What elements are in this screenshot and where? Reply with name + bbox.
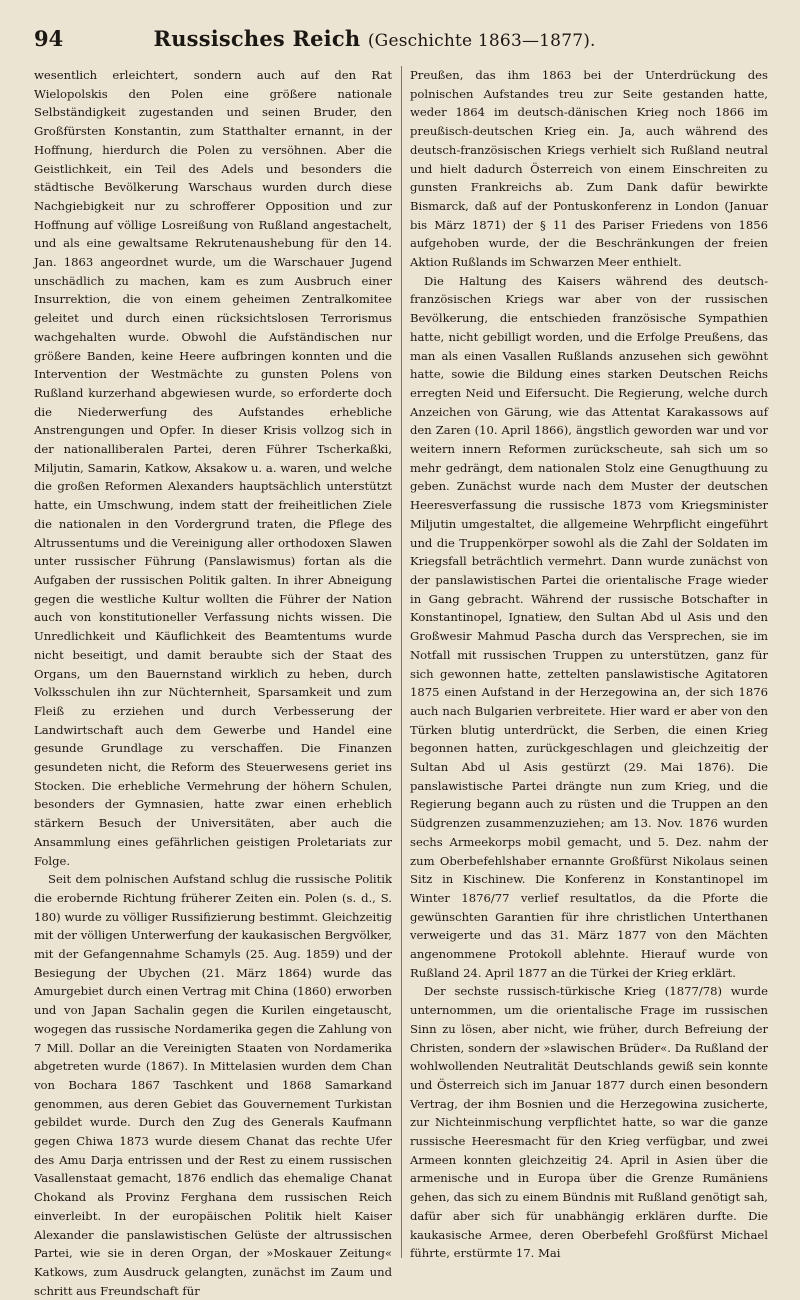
running-head-subtitle: (Geschichte 1863—1877).: [367, 31, 596, 51]
paragraph: Die Haltung des Kaisers während des deutsch-französischen Kriegs war aber von der russischen Bevölkerung, die entschieden französische Sympathien hatte, nicht gebilligt worden, und die Erfolge Preußens, das man als einen Vasallen Rußlands anzusehen sich gewöhnt hatte, sowie die Bildung eines starken Deutschen Reichs erregten Neid und Eifersucht. Die Regierung, welche durch Anzeichen von Gärung, wie das Attentat Karakassows auf den Zaren (10. April 1866), ängstlich geworden war und vor weitern innern Reformen zurückscheute, sah sich um so mehr gedrängt, dem nationalen Stolz eine Genugthuung zu geben. Zunächst wurde nach dem Muster der deutschen Heeresverfassung die russische 1873 vom Kriegsminister Miljutin umgestaltet, die allgemeine Wehrpflicht eingeführt und die Truppenkörper sowohl als die Zahl der Soldaten im Kriegsfall beträchtlich vermehrt. Dann wurde zunächst von der panslawistischen Partei die orientalische Frage wieder in Gang gebracht. Während der russische Botschafter in Konstantinopel, Ignatiew, den Sultan Abd ul Asis und den Großwesir Mahmud Pascha durch das Versprechen, sie im Notfall mit russischen Truppen zu unterstützen, ganz für sich gewonnen hatte, zettelten panslawistische Agitatoren 1875 einen Aufstand in der Herzegowina an, der sich 1876 auch nach Bulgarien verbreitete. Hier ward er aber von den Türken blutig unterdrückt, die Serben, die einen Krieg begonnen hatten, zurückgeschlagen und gleichzeitig der Sultan Abd ul Asis gestürzt (29. Mai 1876). Die panslawistische Partei drängte nun zum Krieg, und die Regierung begann auch zu rüsten und die Truppen an den Südgrenzen zusammenzuziehen; am 13. Nov. 1876 wurden sechs Armeekorps mobil gemacht, und 5. Dez. nahm der zum Oberbefehlshaber ernannte Großfürst Nikolaus seinen Sitz in Kischinew. Die Konferenz in Konstantinopel im Winter 1876/77 verlief resultatlos, da die Pforte die gewünschten Garantien für ihre christlichen Unterthanen verweigerte und das 31. März 1877 von den Mächten angenommene Protokoll ablehnte. Hierauf wurde von Rußland 24. April 1877 an die Türkei der Krieg erklärt.: [410, 273, 768, 980]
running-head-title: Russisches Reich: [153, 26, 361, 51]
left-column: [34, 66, 392, 1298]
page-header: [34, 26, 766, 60]
paragraph: Der sechste russisch-türkische Krieg (1877/78) wurde unternommen, um die orientalische Frage im russischen Sinn zu lösen, aber nicht, wie früher, durch Befreiung der Christen, sondern der »slawischen Brüder«. Da Rußland der wohlwollenden Neutralität Deutschlands gewiß sein konnte und Österreich sich im Januar 1877 durch einen besondern Vertrag, der ihm Bosnien und die Herzegowina zusicherte, zur Nichteinmischung verpflichtet hatte, so war die ganze russische Heeresmacht für den Krieg verfügbar, und zwei Armeen konnten gleichzeitig 24. April in Asien über die armenische und in Europa über die Grenze Rumäniens gehen, das sich zu einem Bündnis mit Rußland genötigt sah, dafür aber sich für unabhängig erklären durfte. Die kaukasische Armee, deren Oberbefehl Großfürst Michael führte, erstürmte 17. Mai: [410, 984, 768, 1261]
running-head: [63, 26, 766, 51]
paragraph: Preußen, das ihm 1863 bei der Unterdrückung des polnischen Aufstandes treu zur Seite gestanden hatte, weder 1864 im deutsch-dänischen Krieg noch 1866 im preußisch-deutschen Krieg ein. Ja, auch während des deutsch-französischen Kriegs verhielt sich Rußland neutral und hielt dadurch Österreich von einem Einschreiten zu gunsten Frankreichs ab. Zum Dank dafür bewirkte Bismarck, daß auf der Pontuskonferenz in London (Januar bis März 1871) der § 11 des Pariser Friedens von 1856 aufgehoben wurde, der die Beschränkungen der freien Aktion Rußlands im Schwarzen Meer enthielt.: [410, 68, 768, 270]
right-column: [410, 66, 768, 1261]
page-number: 94: [34, 26, 64, 51]
paragraph: Seit dem polnischen Aufstand schlug die russische Politik die erobernde Richtung früherer Zeiten ein. Polen (s. d., S. 180) wurde zu völliger Russifizierung bestimmt. Gleichzeitig mit der völligen Unterwerfung der kaukasischen Bergvölker, mit der Gefangennahme Schamyls (25. Aug. 1859) und der Besiegung der Ubychen (21. März 1864) wurde das Amurgebiet durch einen Vertrag mit China (1860) erworben und von Japan Sachalin gegen die Kurilen eingetauscht, wogegen das russische Nordamerika gegen die Zahlung von 7 Mill. Dollar an die Vereinigten Staaten von Nordamerika abgetreten wurde (1867). In Mittelasien wurden dem Chan von Bochara 1867 Taschkent und 1868 Samarkand genommen, aus deren Gebiet das Gouvernement Turkistan gebildet wurde. Durch den Zug des Generals Kaufmann gegen Chiwa 1873 wurde diesem Chanat das rechte Ufer des Amu Darja entrissen und der Rest zu einem russischen Vasallenstaat gemacht, 1876 endlich das ehemalige Chanat Chokand als Provinz Ferghana dem russischen Reich einverleibt. In der europäischen Politik hielt Kaiser Alexander die panslawistischen Gelüste der altrussischen Partei, wie sie in deren Organ, der »Moskauer Zeitung« Katkows, zum Ausdruck gelangten, zunächst im Zaum und schritt aus Freundschaft für: [34, 872, 392, 1298]
text-columns: [34, 66, 768, 1298]
column-divider: [401, 66, 402, 1258]
paragraph: wesentlich erleichtert, sondern auch auf den Rat Wielopolskis den Polen eine größere nationale Selbständigkeit zugestanden und seinen Bruder, den Großfürsten Konstantin, zum Statthalter ernannt, in der Hoffnung, hierdurch die Polen zu versöhnen. Aber die Geistlichkeit, ein Teil des Adels und besonders die städtische Bevölkerung Warschaus wurden durch diese Nachgiebigkeit nur zu schrofferer Opposition und zur Hoffnung auf völlige Losreißung von Rußland angestachelt, und als eine gewaltsame Rekrutenaushebung für den 14. Jan. 1863 angeordnet wurde, um die Warschauer Jugend unschädlich zu machen, kam es zum Ausbruch einer Insurrektion, die von einem geheimen Zentralkomitee geleitet und durch einen rücksichtslosen Terrorismus wachgehalten wurde. Obwohl die Aufständischen nur größere Banden, keine Heere aufbringen konnten und die Intervention der Westmächte zu gunsten Polens von Rußland kurzerhand abgewiesen wurde, so erforderte doch die Niederwerfung des Aufstandes erhebliche Anstrengungen und Opfer. In dieser Krisis vollzog sich in der nationalliberalen Partei, deren Führer Tscherkaßki, Miljutin, Samarin, Katkow, Aksakow u. a. waren, und welche die großen Reformen Alexanders hauptsächlich unterstützt hatte, ein Umschwung, indem statt der freiheitlichen Ziele die nationalen in den Vordergrund traten, die Pflege des Altrussentums und die Vereinigung aller orthodoxen Slawen unter russischer Führung (Panslawismus) fortan als die Aufgaben der russischen Politik galten. In ihrer Abneigung gegen die westliche Kultur wollten die Führer der Nation auch von konstitutioneller Verfassung nichts wissen. Die Unredlichkeit und Käuflichkeit des Beamtentums wurde nicht beseitigt, und damit beraubte sich der Staat des Organs, um den Bauernstand wirklich zu heben, durch Volksschulen ihn zur Nüchternheit, Sparsamkeit und zum Fleiß zu erziehen und durch Verbesserung der Landwirtschaft auch dem Gewerbe und Handel eine gesunde Grundlage zu verschaffen. Die Finanzen gesundeten nicht, die Reform des Steuerwesens geriet ins Stocken. Die erhebliche Vermehrung der höhern Schulen, besonders der Gymnasien, hatte zwar einen erheblich stärkern Besuch der Universitäten, aber auch die Ansammlung eines gefährlichen geistigen Proletariats zur Folge.: [34, 68, 392, 868]
